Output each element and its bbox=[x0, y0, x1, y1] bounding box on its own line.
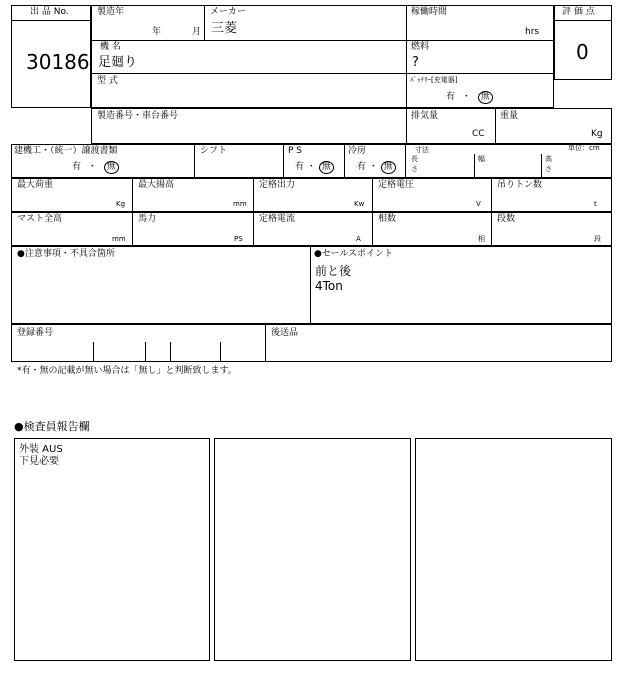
inspector-title: ●検査員報告欄 bbox=[14, 420, 90, 433]
rated-output-unit: Kw bbox=[354, 200, 365, 208]
displacement-unit: CC bbox=[472, 129, 485, 139]
inspector-box-1 bbox=[14, 438, 210, 661]
fuel-value: ? bbox=[412, 55, 419, 70]
battery-label: ﾊﾞｯﾃﾘｰ[充電器] bbox=[410, 76, 458, 84]
steps-unit: 段 bbox=[594, 235, 601, 243]
displacement-label: 排気量 bbox=[411, 111, 439, 121]
horsepower-label: 馬力 bbox=[138, 214, 157, 224]
registration-row bbox=[11, 324, 612, 362]
item-no-label: 出 品 No. bbox=[30, 7, 69, 17]
maker-value: 三菱 bbox=[211, 21, 238, 36]
rated-current-label: 定格電流 bbox=[259, 214, 296, 224]
width-label: 幅 bbox=[478, 155, 485, 163]
score-value: 0 bbox=[576, 40, 589, 64]
crane-ton-label: 吊りトン数 bbox=[497, 180, 543, 190]
battery-choice bbox=[446, 91, 493, 104]
rated-voltage-unit: V bbox=[476, 200, 481, 208]
ac-label: 冷房 bbox=[348, 146, 367, 156]
caution-label: ●注意事項・不具合箇所 bbox=[17, 249, 115, 259]
transfer-no-circled: 無 bbox=[104, 161, 119, 174]
ps-yes: 有 bbox=[295, 162, 305, 172]
inspector-box-2 bbox=[214, 438, 411, 661]
steps-label: 段数 bbox=[497, 214, 516, 224]
transfer-yes: 有 bbox=[72, 162, 82, 172]
phase-label: 相数 bbox=[378, 214, 397, 224]
ps-choice bbox=[295, 161, 334, 174]
max-lift-unit: mm bbox=[233, 200, 247, 208]
ac-yes: 有 bbox=[357, 162, 367, 172]
height-label-1: 高 bbox=[545, 155, 552, 163]
battery-dot: ・ bbox=[461, 92, 471, 102]
item-no: 30186 bbox=[26, 50, 90, 74]
type-label: 型 式 bbox=[97, 76, 118, 86]
crane-ton-unit: t bbox=[594, 200, 597, 208]
length-label-2: さ bbox=[411, 165, 418, 173]
length-label-1: 長 bbox=[411, 155, 418, 163]
battery-yes: 有 bbox=[446, 92, 456, 102]
inspector-note-line-1: 外装 AUS bbox=[19, 444, 63, 455]
serial-label: 製造番号・車台番号 bbox=[97, 111, 179, 121]
max-lift-label: 最大揚高 bbox=[138, 180, 175, 190]
max-load-label: 最大荷重 bbox=[17, 180, 54, 190]
rated-output-label: 定格出力 bbox=[259, 180, 296, 190]
weight-unit: Kg bbox=[591, 129, 603, 139]
maker-label: メーカー bbox=[210, 7, 246, 17]
shift-label: シフト bbox=[200, 146, 228, 156]
spec-row-4 bbox=[11, 212, 612, 246]
sales-point-label: ●セールスポイント bbox=[314, 249, 394, 259]
max-load-unit: Kg bbox=[116, 200, 126, 208]
score-label: 評 価 点 bbox=[562, 7, 595, 17]
model-name-value: 足廻り bbox=[98, 55, 138, 70]
mast-height-label: マスト全高 bbox=[17, 214, 63, 224]
dimensions-label: 寸法 bbox=[415, 146, 429, 154]
transfer-doc-label: 建機工・（統一）譲渡書類 bbox=[14, 146, 118, 156]
shipping-later-label: 後送品 bbox=[271, 328, 299, 338]
rated-current-unit: A bbox=[356, 235, 361, 243]
ac-dot: ・ bbox=[368, 162, 378, 172]
battery-no-circled: 無 bbox=[478, 91, 493, 104]
height-label-2: さ bbox=[545, 165, 552, 173]
hours-unit: hrs bbox=[525, 27, 540, 37]
registration-label: 登録番号 bbox=[17, 328, 54, 338]
transfer-dot: ・ bbox=[87, 162, 97, 172]
year-unit: 年 bbox=[152, 27, 162, 37]
ps-no-circled: 無 bbox=[319, 161, 334, 174]
model-name-label: 機 名 bbox=[100, 42, 121, 52]
weight-label: 重量 bbox=[500, 111, 519, 121]
dimensions-unit: 単位：cm bbox=[568, 144, 600, 152]
year-label: 製造年 bbox=[97, 7, 125, 17]
footnote: *有・無の記載が無い場合は「無し」と判断致します。 bbox=[17, 366, 237, 376]
ac-no-circled: 無 bbox=[381, 161, 396, 174]
phase-unit: 相 bbox=[478, 235, 485, 243]
sales-point-line-2: 4Ton bbox=[315, 279, 343, 293]
ps-label: P S bbox=[288, 146, 303, 156]
ac-choice bbox=[357, 161, 396, 174]
horsepower-unit: PS bbox=[234, 235, 243, 243]
sales-point-line-1: 前と後 bbox=[315, 264, 352, 278]
inspector-note-line-2: 下見必要 bbox=[19, 456, 59, 467]
inspector-box-3 bbox=[415, 438, 612, 661]
ps-dot: ・ bbox=[306, 162, 316, 172]
month-unit: 月 bbox=[192, 27, 202, 37]
hours-label: 稼働時間 bbox=[411, 7, 448, 17]
transfer-doc-choice bbox=[72, 161, 119, 174]
mast-height-unit: mm bbox=[112, 235, 126, 243]
fuel-label: 燃料 bbox=[411, 42, 430, 52]
rated-voltage-label: 定格電圧 bbox=[378, 180, 415, 190]
